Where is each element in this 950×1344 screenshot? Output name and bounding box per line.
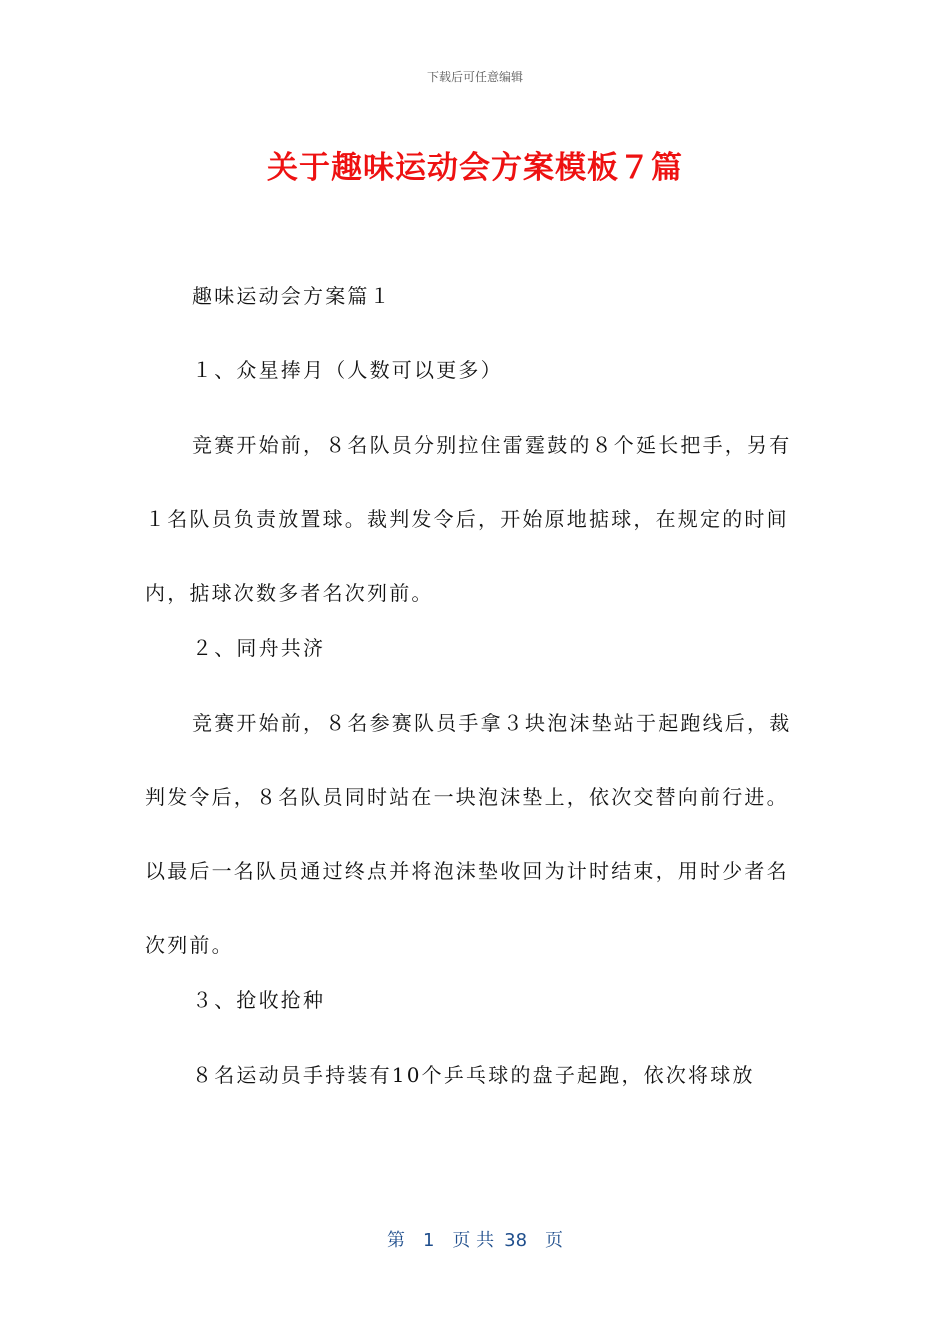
paragraph: ８名运动员手持装有10个乒乓球的盘子起跑，依次将球放 [192,1063,755,1087]
item-heading: ２、同舟共济 [192,636,326,660]
total-pages: 38 [504,1230,528,1251]
footer-suffix: 页 [545,1230,564,1251]
paragraph: 竞赛开始前，８名参赛队员手拿３块泡沫垫站于起跑线后，裁判发令后，８名队员同时站在一块泡沫垫上，依次交替向前行进。以最后一名队员通过终点并将泡沫垫收回为计时结束，用时少者名次列前。 [145,711,792,957]
footer-middle: 页 共 [452,1230,495,1251]
footer-prefix: 第 [386,1230,405,1251]
current-page-number: 1 [422,1230,435,1251]
item-heading: ３、抢收抢种 [192,988,326,1012]
document-title: 关于趣味运动会方案模板７篇 [267,150,683,186]
page-footer [0,1226,950,1252]
paragraph: 竞赛开始前，８名队员分别拉住雷霆鼓的８个延长把手，另有１名队员负责放置球。裁判发令后，开始原地掂球，在规定的时间内，掂球次数多者名次列前。 [145,433,792,605]
header-note: 下载后可任意编辑 [426,70,523,84]
section-heading: 趣味运动会方案篇１ [192,284,392,308]
item-heading: １、众星捧月（人数可以更多） [192,358,503,382]
document-body [145,278,810,1112]
